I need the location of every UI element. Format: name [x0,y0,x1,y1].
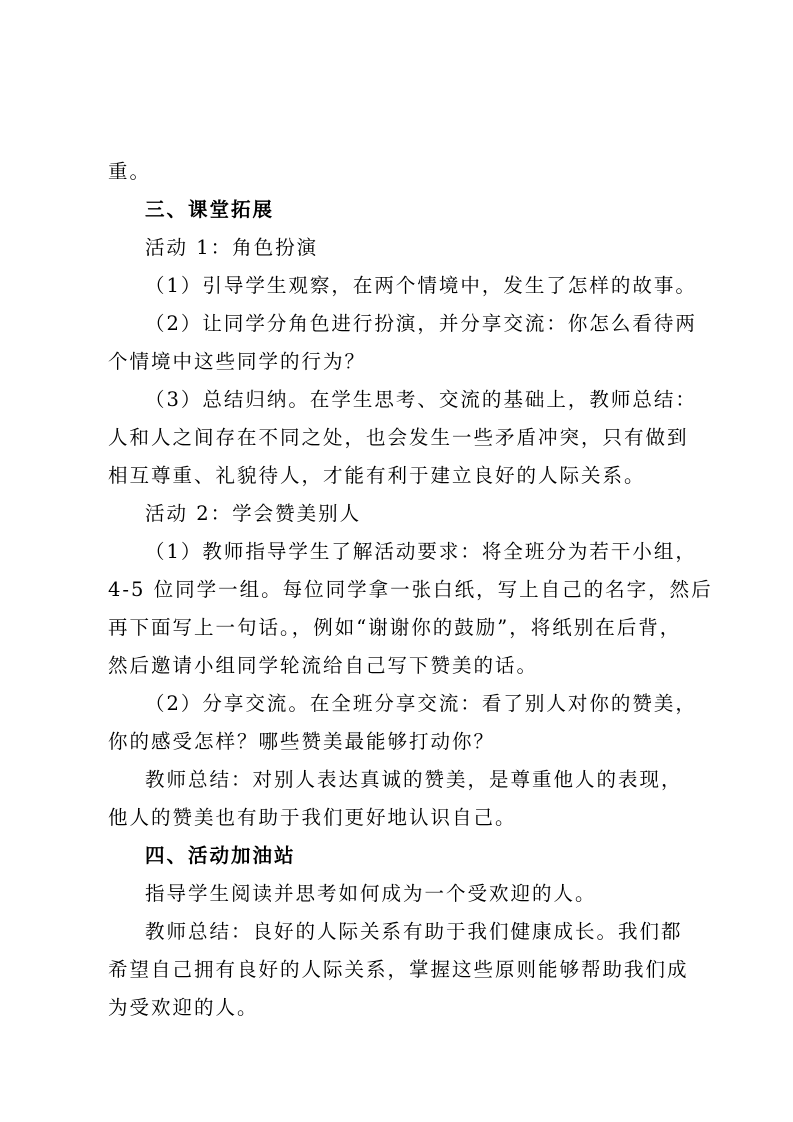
paragraph-line: 希望自己拥有良好的人际关系，掌握这些原则能够帮助我们成 [108,958,689,981]
activity-title: 活动 2：学会赞美别人 [145,502,362,525]
paragraph-line: 再下面写上一句话。，例如“谢谢你的鼓励”，将纸别在后背， [108,616,682,639]
paragraph-line: 然后邀请小组同学轮流给自己写下赞美的话。 [108,654,539,677]
paragraph-line: 重。 [108,160,152,183]
paragraph-line: 教师总结：对别人表达真诚的赞美，是尊重他人的表现， [145,768,683,791]
section-heading: 四、活动加油站 [145,844,296,867]
activity-title: 活动 1：角色扮演 [145,236,319,259]
paragraph-line: （3）总结归纳。在学生思考、交流的基础上，教师总结： [145,388,697,411]
paragraph-line: 为受欢迎的人。 [108,996,259,1019]
paragraph-line: （1）教师指导学生了解活动要求：将全班分为若干小组， [145,540,697,563]
paragraph-line: 人和人之间存在不同之处，也会发生一些矛盾冲突，只有做到 [108,426,689,449]
paragraph-line: （2）让同学分角色进行扮演，并分享交流：你怎么看待两 [145,312,697,335]
paragraph-line: （2）分享交流。在全班分享交流：看了别人对你的赞美， [145,692,697,715]
section-heading: 三、课堂拓展 [145,198,275,221]
paragraph-line: 相互尊重、礼貌待人，才能有利于建立良好的人际关系。 [108,464,646,487]
paragraph-line: 4-5 位同学一组。每位同学拿一张白纸，写上自己的名字，然后 [108,578,713,601]
paragraph-line: 指导学生阅读并思考如何成为一个受欢迎的人。 [145,882,597,905]
paragraph-line: （1）引导学生观察，在两个情境中，发生了怎样的故事。 [145,274,697,297]
paragraph-line: 教师总结：良好的人际关系有助于我们健康成长。我们都 [145,920,683,943]
paragraph-line: 他人的赞美也有助于我们更好地认识自己。 [108,806,517,829]
paragraph-line: 你的感受怎样？哪些赞美最能够打动你？ [108,730,496,753]
paragraph-line: 个情境中这些同学的行为？ [108,350,367,373]
